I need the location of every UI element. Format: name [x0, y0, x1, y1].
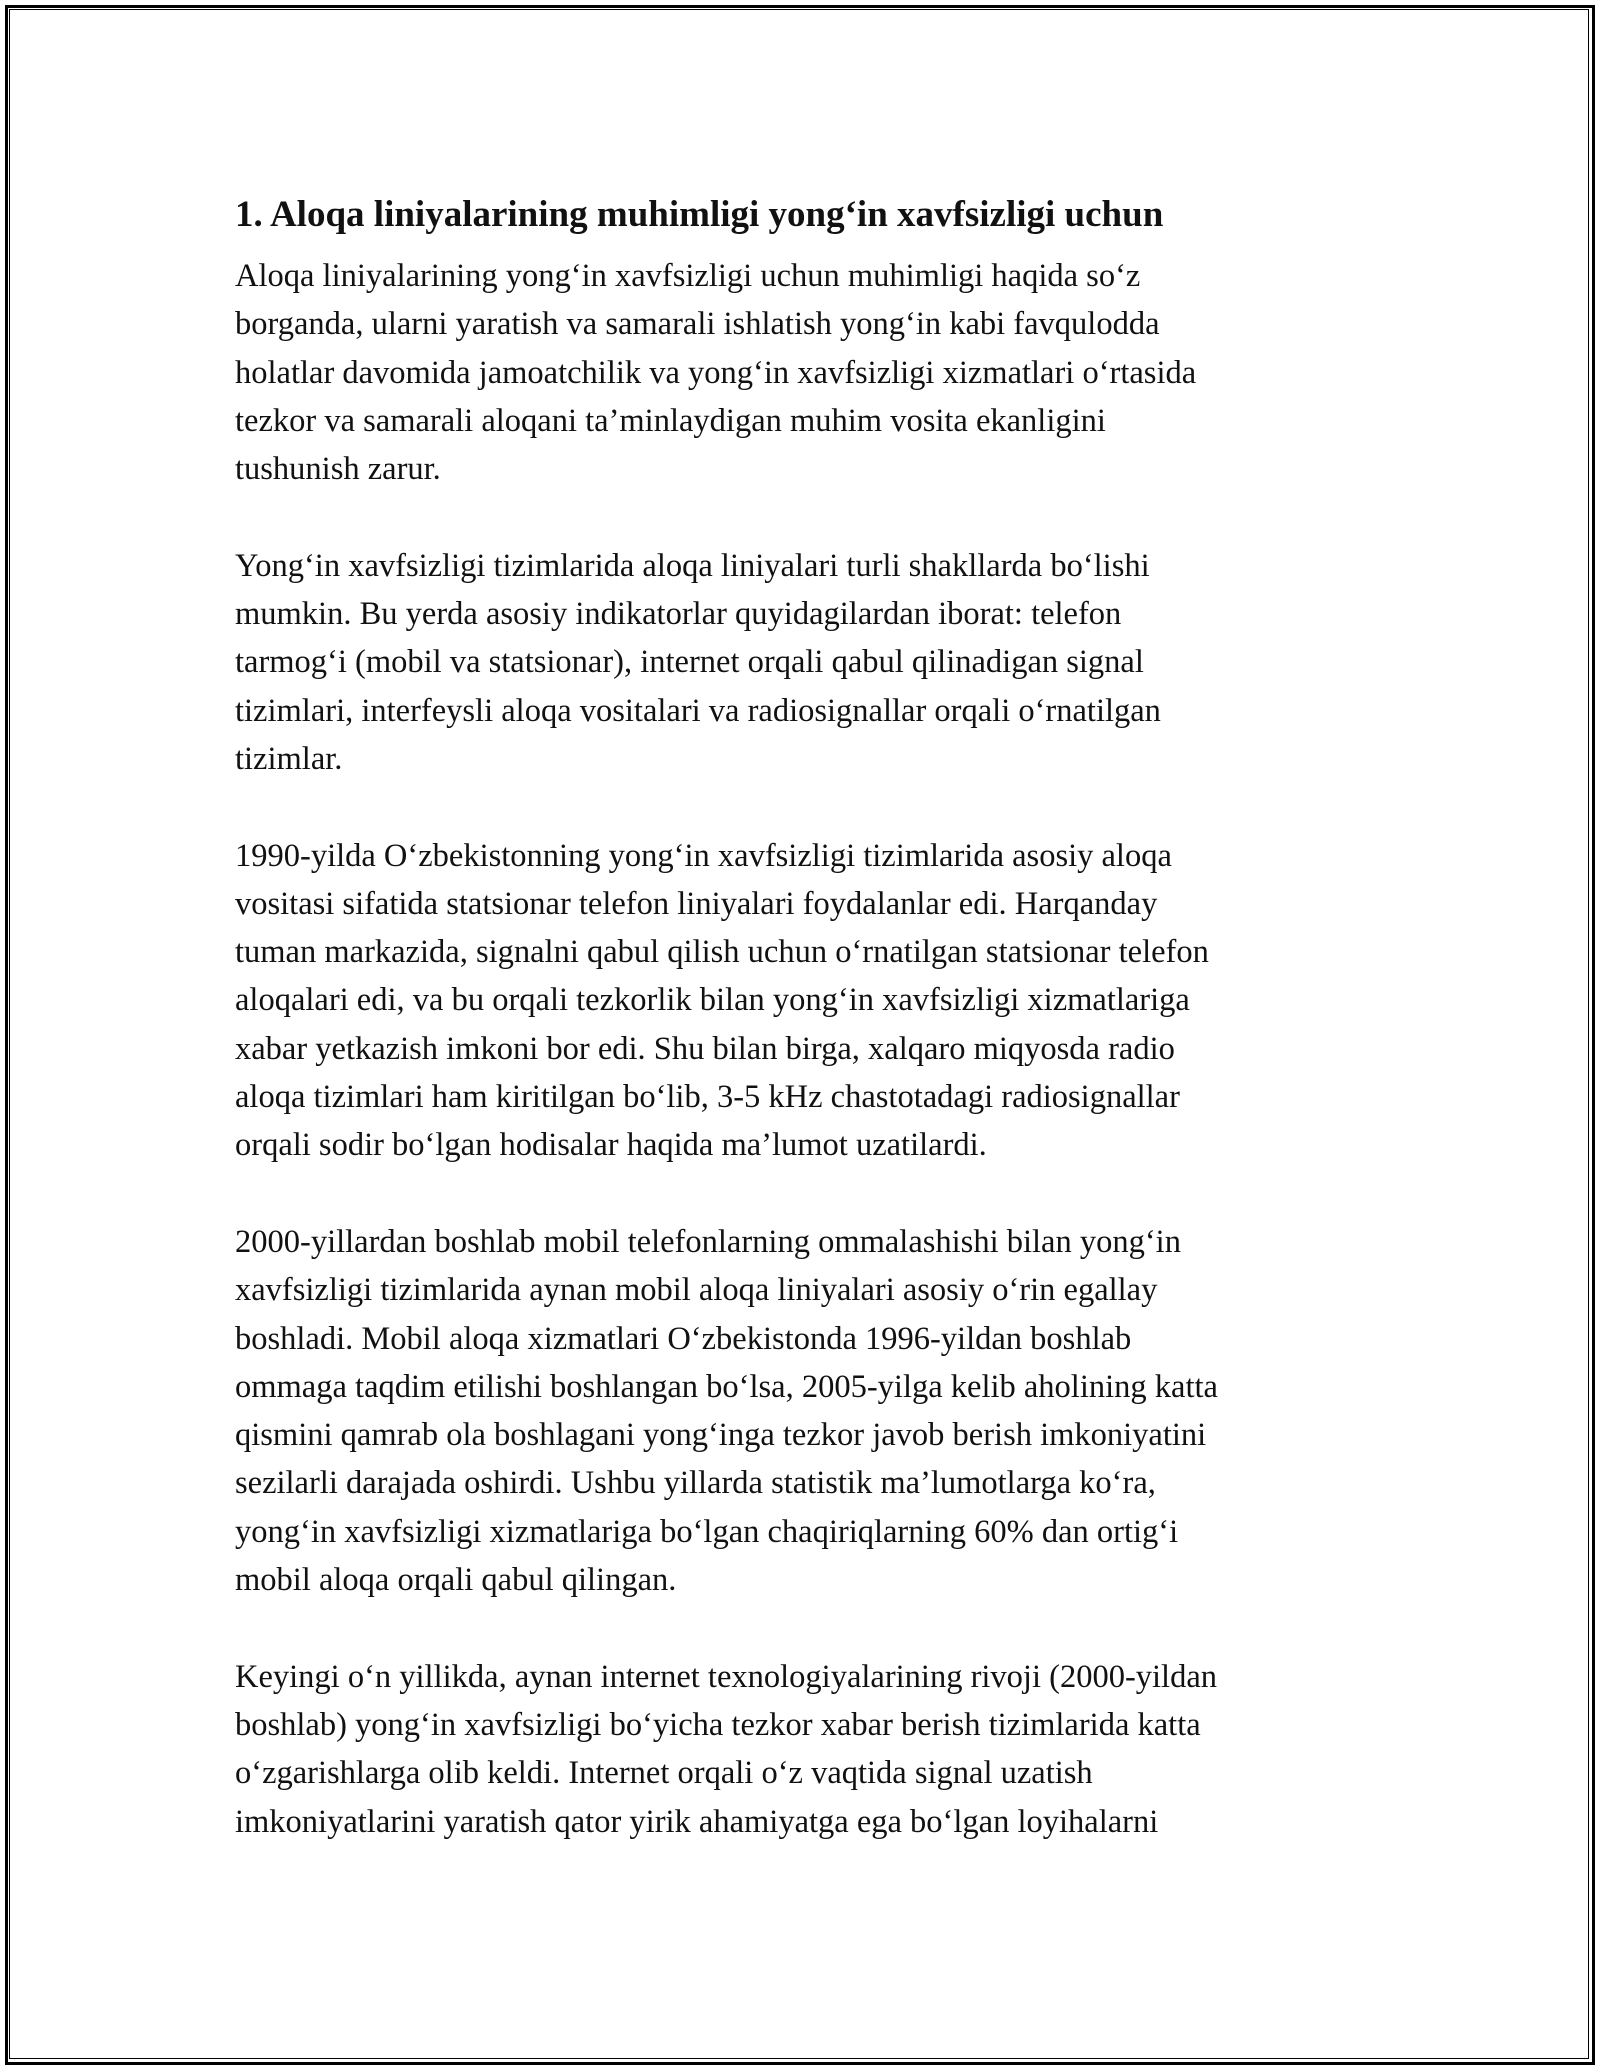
paragraph-4 [235, 1218, 1365, 1604]
text-line: vositasi sifatida statsionar telefon liniyalari foydalanlar edi. Harqanday [235, 885, 1158, 922]
document-body [235, 186, 1365, 1846]
text-line: o‘zgarishlarga olib keldi. Internet orqali o‘z vaqtida signal uzatish [235, 1755, 1093, 1792]
paragraph-5 [235, 1653, 1365, 1846]
text-line: xavfsizligi tizimlarida aynan mobil aloqa liniyalari asosiy o‘rin egallay [235, 1272, 1158, 1309]
text-line: tizimlari, interfeysli aloqa vositalari va radiosignallar orqali o‘rnatilgan [235, 692, 1161, 729]
text-line: xabar yetkazish imkoni bor edi. Shu bilan birga, xalqaro miqyosda radio [235, 1030, 1175, 1067]
text-line: imkoniyatlarini yaratish qator yirik ahamiyatga ega bo‘lgan loyihalarni [235, 1803, 1159, 1840]
text-line: 1990-yilda O‘zbekistonning yong‘in xavfsizligi tizimlarida asosiy aloqa [235, 837, 1172, 874]
text-line: 2000-yillardan boshlab mobil telefonlarning ommalashishi bilan yong‘in [235, 1223, 1181, 1260]
text-line: boshladi. Mobil aloqa xizmatlari O‘zbekistonda 1996-yildan boshlab [235, 1320, 1132, 1357]
text-line: orqali sodir bo‘lgan hodisalar haqida ma’lumot uzatilardi. [235, 1127, 987, 1164]
text-line: aloqa tizimlari ham kiritilgan bo‘lib, 3-5 kHz chastotadagi radiosignallar [235, 1079, 1180, 1116]
paragraph-3 [235, 832, 1365, 1170]
text-line: Aloqa liniyalarining yong‘in xavfsizligi uchun muhimligi haqida so‘z [235, 258, 1141, 294]
text-line: Yong‘in xavfsizligi tizimlarida aloqa liniyalari turli shakllarda bo‘lishi [235, 547, 1150, 584]
paragraph-2 [235, 542, 1365, 783]
text-line: tizimlar. [235, 740, 343, 777]
text-line: holatlar davomida jamoatchilik va yong‘in xavfsizligi xizmatlari o‘rtasida [235, 354, 1197, 391]
text-line: tuman markazida, signalni qabul qilish uchun o‘rnatilgan statsionar telefon [235, 934, 1209, 971]
text-line: boshlab) yong‘in xavfsizligi bo‘yicha tezkor xabar berish tizimlarida katta [235, 1706, 1201, 1743]
section-heading: 1. Aloqa liniyalarining muhimligi yong‘in xavfsizligi uchun [235, 194, 1164, 235]
paragraph-1 [235, 252, 1365, 493]
text-line: tushunish zarur. [235, 451, 441, 488]
text-line: yong‘in xavfsizligi xizmatlariga bo‘lgan chaqiriqlarning 60% dan ortig‘i [235, 1513, 1179, 1550]
text-line: mobil aloqa orqali qabul qilingan. [235, 1562, 677, 1599]
text-line: borganda, ularni yaratish va samarali ishlatish yong‘in kabi favqulodda [235, 306, 1160, 343]
text-line: qismini qamrab ola boshlagani yong‘inga tezkor javob berish imkoniyatini [235, 1417, 1207, 1454]
text-line: ommaga taqdim etilishi boshlangan bo‘lsa, 2005-yilga kelib aholining katta [235, 1368, 1218, 1405]
text-line: mumkin. Bu yerda asosiy indikatorlar quyidagilardan iborat: telefon [235, 596, 1122, 633]
text-line: tarmog‘i (mobil va statsionar), internet orqali qabul qilinadigan signal [235, 644, 1144, 681]
text-line: Keyingi o‘n yillikda, aynan internet texnologiyalarining rivoji (2000-yildan [235, 1658, 1217, 1695]
text-line: sezilarli darajada oshirdi. Ushbu yillarda statistik ma’lumotlarga ko‘ra, [235, 1465, 1156, 1502]
text-line: tezkor va samarali aloqani ta’minlaydigan muhim vosita ekanligini [235, 402, 1106, 439]
text-line: aloqalari edi, va bu orqali tezkorlik bilan yong‘in xavfsizligi xizmatlariga [235, 982, 1190, 1019]
